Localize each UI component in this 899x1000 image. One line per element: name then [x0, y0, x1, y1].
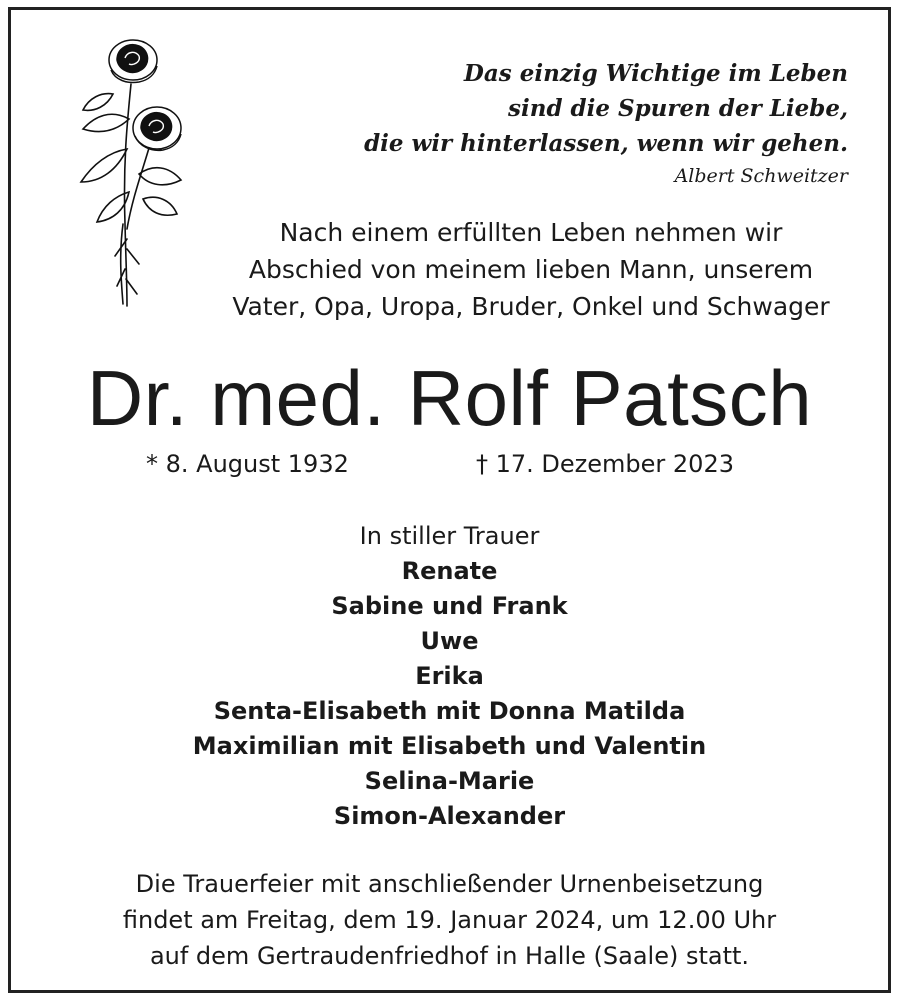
intro-line: Vater, Opa, Uropa, Bruder, Onkel und Schwager [232, 292, 830, 321]
rose-illustration [53, 24, 193, 314]
mourner-name: Renate [401, 557, 498, 585]
death-date: † 17. Dezember 2023 [476, 450, 734, 478]
deceased-name: Dr. med. Rolf Patsch [86, 354, 813, 442]
mourner-name: Maximilian mit Elisabeth und Valentin [192, 732, 707, 760]
mourner-name: Simon-Alexander [333, 802, 566, 830]
quote-line: Das einzig Wichtige im Leben [463, 60, 848, 87]
mourner-name: Sabine und Frank [331, 592, 568, 620]
funeral-details [11, 866, 888, 974]
funeral-line: Die Trauerfeier mit anschließender Urnenbeisetzung [135, 870, 764, 898]
obituary-frame [8, 7, 891, 993]
mourner-name: Selina-Marie [364, 767, 535, 795]
mourner-list [11, 554, 888, 834]
intro-line: Nach einem erfüllten Leben nehmen wir [279, 218, 783, 247]
birth-date: * 8. August 1932 [146, 450, 349, 478]
quote-block [364, 56, 848, 191]
quote-line: die wir hinterlassen, wenn wir gehen. [364, 130, 848, 157]
mourners-heading: In stiller Trauer [359, 522, 540, 550]
funeral-line: findet am Freitag, dem 19. Januar 2024, um 12.00 Uhr [122, 906, 777, 934]
funeral-line: auf dem Gertraudenfriedhof in Halle (Saale) statt. [149, 942, 750, 970]
mourner-name: Uwe [420, 627, 479, 655]
mourner-name: Erika [415, 662, 484, 690]
mourners-block [11, 519, 888, 834]
quote-author: Albert Schweitzer [674, 165, 848, 187]
intro-text [201, 214, 861, 325]
intro-line: Abschied von meinem lieben Mann, unserem [248, 255, 814, 284]
quote-line: sind die Spuren der Liebe, [508, 95, 848, 122]
life-dates [11, 446, 888, 482]
mourner-name: Senta-Elisabeth mit Donna Matilda [213, 697, 686, 725]
